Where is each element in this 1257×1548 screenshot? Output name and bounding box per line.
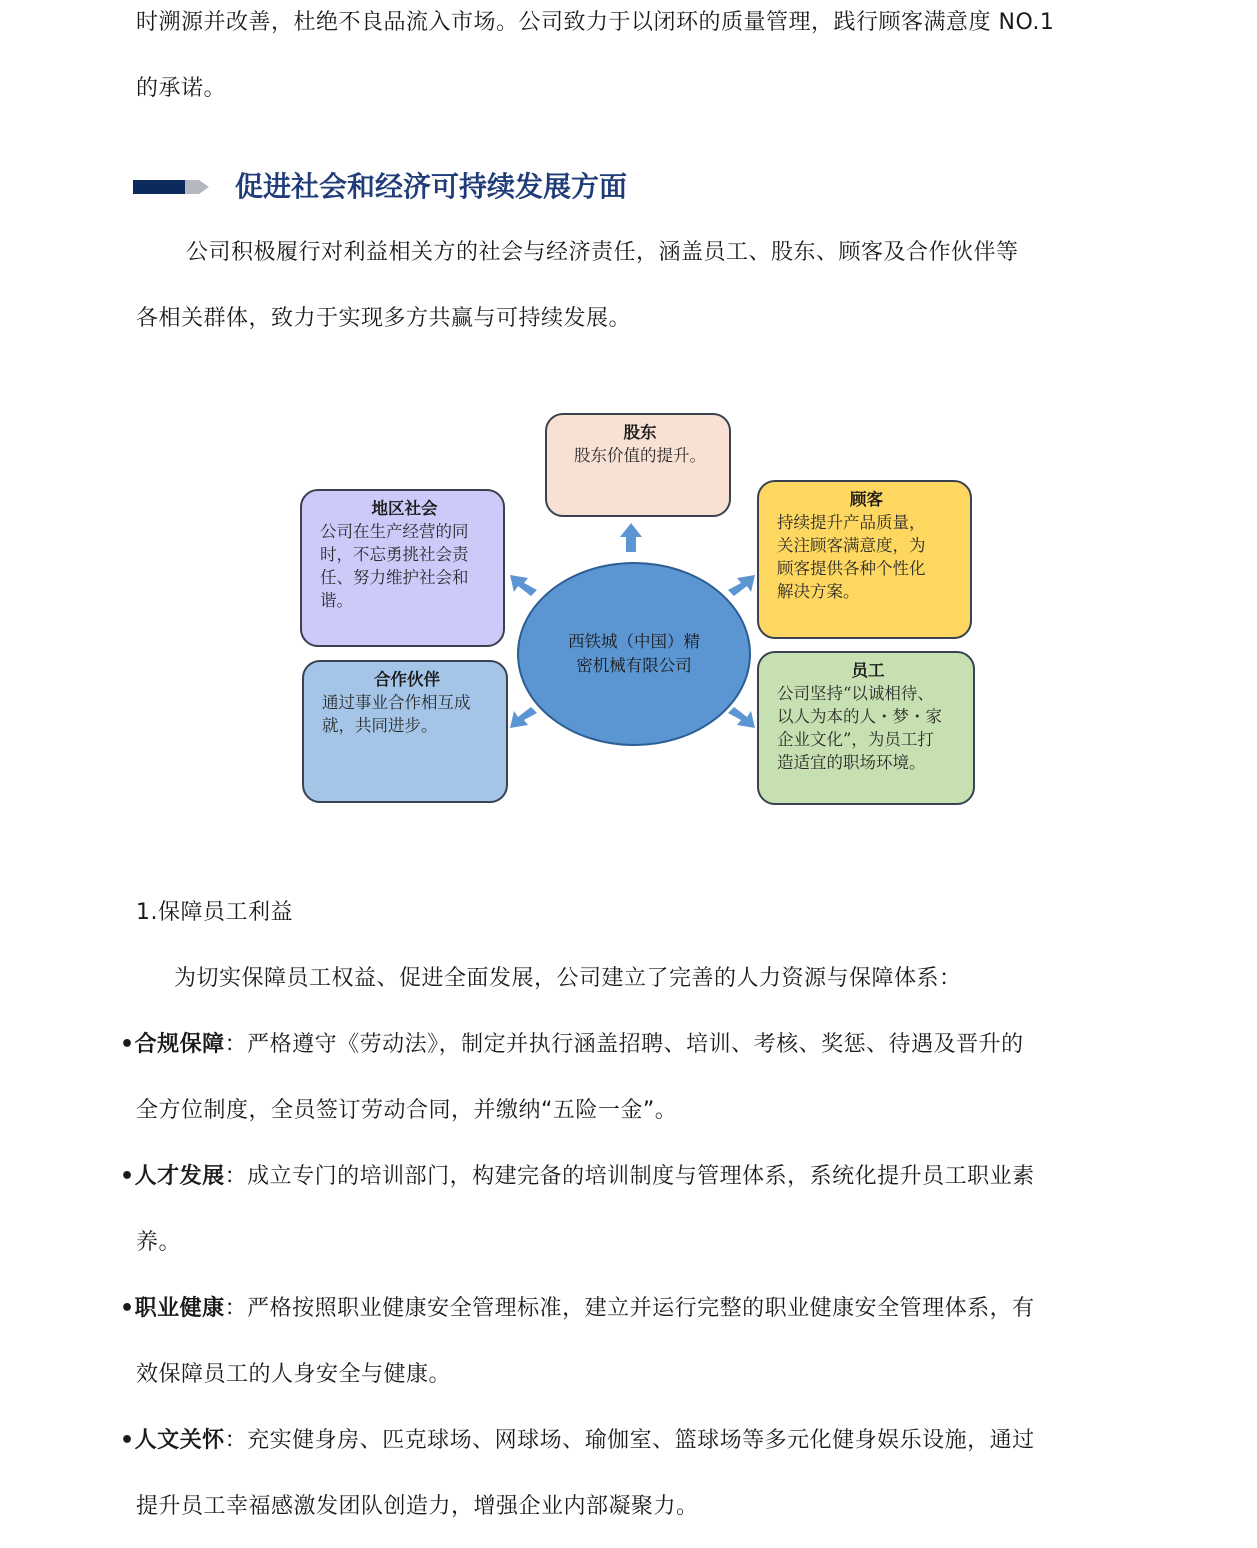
customers-title: 顾客	[850, 490, 883, 509]
employees-box	[757, 651, 975, 805]
section-paragraph-line-2: 各相关群体，致力于实现多方共赢与可持续发展。	[136, 306, 632, 331]
partners-text: 通过事业合作相互成 就，共同进步。	[322, 693, 471, 735]
partners-title: 合作伙伴	[374, 670, 440, 689]
community-title: 地区社会	[371, 499, 438, 518]
intro-line-2: 的承诺。	[136, 76, 227, 101]
arrow-to-shareholders-icon	[620, 523, 642, 552]
employee-section-heading: 1.保障员工利益	[136, 900, 293, 925]
company-name: 西铁城（中国）精 密机械有限公司	[568, 632, 700, 675]
shareholders-title: 股东	[623, 423, 657, 442]
bullet-icon: •	[120, 1164, 135, 1189]
customers-text: 持续提升产品质量， 关注顾客满意度，为 顾客提供各种个性化 解决方案。	[777, 513, 926, 601]
bullet-item-2	[120, 1162, 1035, 1192]
intro-line-1: 时溯源并改善，杜绝不良品流入市场。公司致力于以闭环的质量管理，践行顾客满意度 NO.1	[136, 10, 1055, 35]
arrow-to-customers-icon	[728, 575, 755, 596]
section-paragraph-line-1: 公司积极履行对利益相关方的社会与经济责任，涵盖员工、股东、顾客及合作伙伴等	[186, 240, 1019, 265]
section-title: 促进社会和经济可持续发展方面	[235, 170, 628, 203]
bullet-text: ：成立专门的培训部门，构建完备的培训制度与管理体系，系统化提升员工职业素	[224, 1164, 1035, 1189]
bullet-label: 人才发展	[134, 1164, 225, 1189]
partners-box	[302, 660, 508, 803]
bullet-item-3-continued: 效保障员工的人身安全与健康。	[136, 1362, 452, 1387]
employee-section-intro: 为切实保障员工权益、促进全面发展，公司建立了完善的人力资源与保障体系：	[174, 966, 962, 991]
bullet-icon: •	[120, 1032, 135, 1057]
bullet-label: 职业健康	[134, 1296, 225, 1321]
bullet-label: 人文关怀	[134, 1428, 225, 1453]
bullet-icon: •	[120, 1428, 135, 1453]
arrow-to-community-icon	[510, 575, 537, 596]
bullet-text: ：严格按照职业健康安全管理标准，建立并运行完整的职业健康安全管理体系，有	[224, 1296, 1035, 1321]
bullet-item-3	[120, 1294, 1035, 1324]
bullet-item-4	[120, 1426, 1035, 1456]
shareholders-box	[545, 413, 731, 517]
shareholders-text: 股东价值的提升。	[574, 446, 706, 465]
arrow-to-employees-icon	[728, 707, 755, 728]
bullet-label: 合规保障	[134, 1032, 225, 1057]
bullet-item-1	[120, 1030, 1024, 1060]
company-center-node	[517, 562, 751, 746]
bullet-icon: •	[120, 1296, 135, 1321]
bullet-text: ：严格遵守《劳动法》，制定并执行涵盖招聘、培训、考核、奖惩、待遇及晋升的	[224, 1032, 1024, 1057]
bullet-text: ：充实健身房、匹克球场、网球场、瑜伽室、篮球场等多元化健身娱乐设施，通过	[224, 1428, 1035, 1453]
bullet-item-4-continued: 提升员工幸福感激发团队创造力，增强企业内部凝聚力。	[136, 1494, 699, 1519]
bullet-item-2-continued: 养。	[136, 1230, 182, 1255]
customers-box	[757, 480, 972, 639]
arrow-to-partners-icon	[510, 707, 537, 728]
bullet-item-1-continued: 全方位制度，全员签订劳动合同，并缴纳“五险一金”。	[136, 1098, 678, 1123]
community-box	[300, 489, 505, 647]
employees-text: 公司坚持“以诚相待、 以人为本的人・梦・家 企业文化”，为员工打 造适宜的职场环境。	[777, 684, 942, 772]
employees-title: 员工	[851, 661, 885, 680]
community-text: 公司在生产经营的同 时，不忘勇挑社会责 任、努力维护社会和 谐。	[320, 522, 469, 610]
